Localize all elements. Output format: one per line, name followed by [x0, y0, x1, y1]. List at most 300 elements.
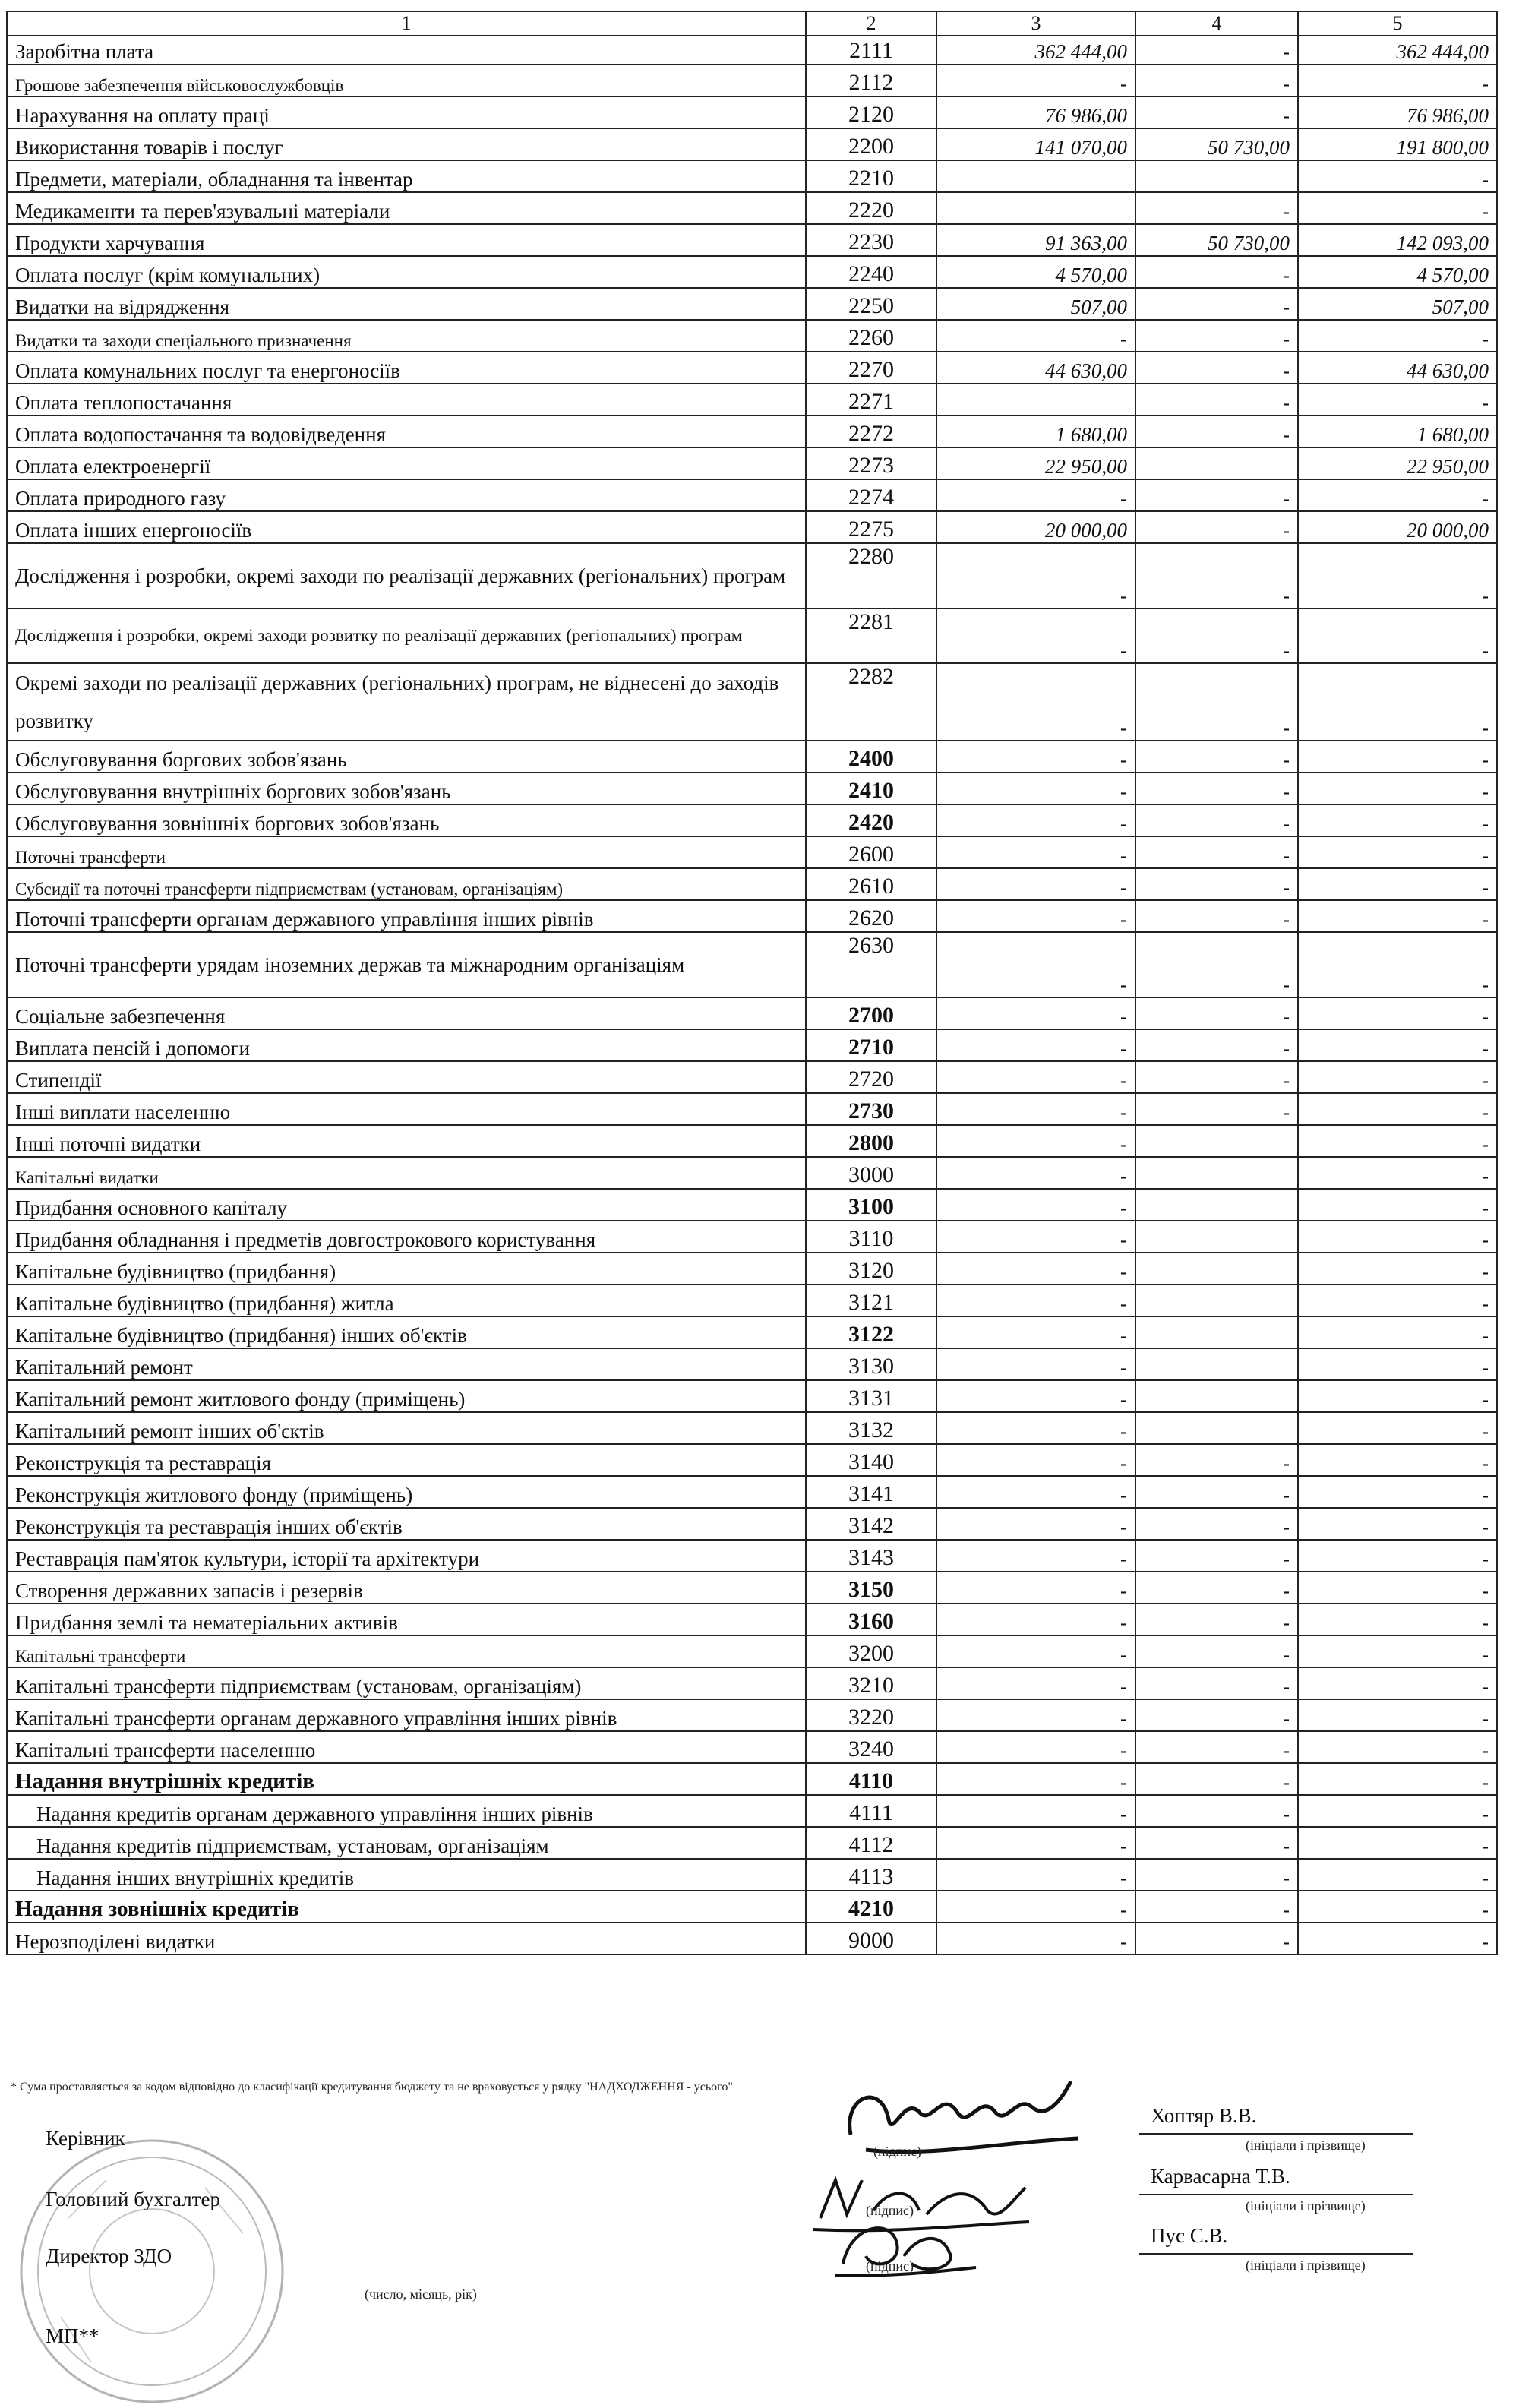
- row-col5: -: [1298, 1285, 1497, 1316]
- table-row: [7, 1540, 1497, 1572]
- sign-hint-head: (підпис): [873, 2144, 922, 2159]
- row-col5: -: [1298, 868, 1497, 900]
- row-name: Реконструкція житлового фонду (приміщень): [7, 1476, 806, 1508]
- row-col4: -: [1135, 1444, 1298, 1476]
- row-col4: -: [1135, 868, 1298, 900]
- row-col4: -: [1135, 1635, 1298, 1667]
- row-col4: [1135, 447, 1298, 479]
- table-row: [7, 1380, 1497, 1412]
- row-code: 3240: [806, 1731, 936, 1763]
- row-code: 3100: [806, 1189, 936, 1221]
- row-col5: -: [1298, 1827, 1497, 1859]
- table-row: [7, 1412, 1497, 1444]
- row-col5: -: [1298, 1029, 1497, 1061]
- col-header-1: 1: [7, 11, 806, 36]
- row-name: Надання інших внутрішніх кредитів: [7, 1859, 806, 1891]
- row-code: 2274: [806, 479, 936, 511]
- table-body: [7, 36, 1497, 1955]
- row-col4: -: [1135, 479, 1298, 511]
- row-code: 2620: [806, 900, 936, 932]
- row-code: 2800: [806, 1125, 936, 1157]
- table-row: [7, 384, 1497, 416]
- table-row: [7, 1061, 1497, 1093]
- row-name: Капітальне будівництво (придбання) інших об'єктів: [7, 1316, 806, 1348]
- row-col5: 20 000,00: [1298, 511, 1497, 543]
- row-col5: -: [1298, 932, 1497, 997]
- row-name: Оплата теплопостачання: [7, 384, 806, 416]
- table-row: [7, 1316, 1497, 1348]
- row-code: 2220: [806, 192, 936, 224]
- row-code: 2273: [806, 447, 936, 479]
- row-col4: -: [1135, 1604, 1298, 1635]
- table-row: [7, 479, 1497, 511]
- table-row: [7, 96, 1497, 128]
- row-col5: -: [1298, 1795, 1497, 1827]
- row-col4: -: [1135, 1667, 1298, 1699]
- row-code: 3000: [806, 1157, 936, 1189]
- row-col4: [1135, 1316, 1298, 1348]
- row-name: Субсидії та поточні трансферти підприємствам (установам, організаціям): [7, 868, 806, 900]
- table-row: [7, 1795, 1497, 1827]
- row-col4: [1135, 1189, 1298, 1221]
- row-col4: [1135, 1253, 1298, 1285]
- row-col4: [1135, 1380, 1298, 1412]
- table-row: [7, 900, 1497, 932]
- row-col3: -: [936, 1731, 1135, 1763]
- row-col3: -: [936, 1380, 1135, 1412]
- col-header-5: 5: [1298, 11, 1497, 36]
- row-col3: 1 680,00: [936, 416, 1135, 447]
- row-col4: -: [1135, 932, 1298, 997]
- row-col3: [936, 160, 1135, 192]
- row-col4: -: [1135, 1731, 1298, 1763]
- head-name: Хоптяр В.В.: [1151, 2104, 1257, 2127]
- row-col3: -: [936, 1923, 1135, 1955]
- row-col3: -: [936, 868, 1135, 900]
- row-col4: -: [1135, 1029, 1298, 1061]
- table-row: [7, 511, 1497, 543]
- row-name: Соціальне забезпечення: [7, 997, 806, 1029]
- row-col3: -: [936, 1125, 1135, 1157]
- head-name-rule: [1139, 2133, 1413, 2135]
- row-code: 2250: [806, 288, 936, 320]
- row-name: Обслуговування зовнішніх боргових зобов'язань: [7, 804, 806, 836]
- table-row: [7, 1189, 1497, 1221]
- row-name: Стипендії: [7, 1061, 806, 1093]
- row-name: Капітальне будівництво (придбання) житла: [7, 1285, 806, 1316]
- row-name: Нарахування на оплату праці: [7, 96, 806, 128]
- row-col5: 507,00: [1298, 288, 1497, 320]
- row-col4: -: [1135, 608, 1298, 663]
- row-code: 2282: [806, 663, 936, 741]
- row-col5: -: [1298, 479, 1497, 511]
- row-col3: -: [936, 932, 1135, 997]
- row-col3: -: [936, 997, 1135, 1029]
- table-row: [7, 836, 1497, 868]
- row-col5: -: [1298, 320, 1497, 352]
- row-col3: 507,00: [936, 288, 1135, 320]
- row-col5: -: [1298, 1859, 1497, 1891]
- row-name: Капітальні видатки: [7, 1157, 806, 1189]
- row-col4: -: [1135, 192, 1298, 224]
- row-code: 2730: [806, 1093, 936, 1125]
- row-name: Капітальний ремонт: [7, 1348, 806, 1380]
- row-col5: -: [1298, 773, 1497, 804]
- row-col5: 1 680,00: [1298, 416, 1497, 447]
- row-code: 2210: [806, 160, 936, 192]
- row-col5: -: [1298, 1604, 1497, 1635]
- seal-stamp: [15, 2135, 289, 2408]
- row-code: 2710: [806, 1029, 936, 1061]
- row-code: 3122: [806, 1316, 936, 1348]
- row-name: Дослідження і розробки, окремі заходи по реалізації державних (регіональних) програм: [7, 543, 806, 608]
- accountant-name-rule: [1139, 2194, 1413, 2195]
- row-code: 3131: [806, 1380, 936, 1412]
- row-col3: -: [936, 1253, 1135, 1285]
- row-col3: -: [936, 1221, 1135, 1253]
- table-row: [7, 192, 1497, 224]
- row-col5: -: [1298, 608, 1497, 663]
- row-col3: -: [936, 1029, 1135, 1061]
- row-name: Нерозподілені видатки: [7, 1923, 806, 1955]
- row-code: 2271: [806, 384, 936, 416]
- row-col3: -: [936, 1189, 1135, 1221]
- row-code: 2111: [806, 36, 936, 65]
- row-name: Окремі заходи по реалізації державних (регіональних) програм, не віднесені до заходів розвитку: [7, 663, 806, 741]
- chief-accountant-label: Головний бухгалтер: [46, 2188, 220, 2210]
- row-code: 3130: [806, 1348, 936, 1380]
- table-row: [7, 1923, 1497, 1955]
- row-col3: -: [936, 1285, 1135, 1316]
- name-hint-director: (ініціали і прізвище): [1246, 2258, 1366, 2273]
- row-code: 2272: [806, 416, 936, 447]
- row-code: 4113: [806, 1859, 936, 1891]
- row-col5: -: [1298, 1731, 1497, 1763]
- director-name-rule: [1139, 2253, 1413, 2255]
- sign-hint-director: (підпис): [866, 2258, 914, 2274]
- row-col5: -: [1298, 1572, 1497, 1604]
- table-row: [7, 1348, 1497, 1380]
- row-col5: 142 093,00: [1298, 224, 1497, 256]
- table-row: [7, 1859, 1497, 1891]
- row-col3: -: [936, 900, 1135, 932]
- row-code: 3110: [806, 1221, 936, 1253]
- row-col3: 22 950,00: [936, 447, 1135, 479]
- director-label: Директор ЗДО: [46, 2245, 172, 2267]
- row-code: 4110: [806, 1763, 936, 1795]
- row-col3: 76 986,00: [936, 96, 1135, 128]
- row-col5: -: [1298, 1635, 1497, 1667]
- table-row: [7, 1285, 1497, 1316]
- row-col5: -: [1298, 900, 1497, 932]
- row-code: 3150: [806, 1572, 936, 1604]
- row-code: 2700: [806, 997, 936, 1029]
- row-name: Придбання основного капіталу: [7, 1189, 806, 1221]
- row-code: 3121: [806, 1285, 936, 1316]
- row-col5: -: [1298, 65, 1497, 96]
- row-col4: -: [1135, 1827, 1298, 1859]
- row-col5: -: [1298, 997, 1497, 1029]
- row-col5: -: [1298, 1061, 1497, 1093]
- row-col4: 50 730,00: [1135, 128, 1298, 160]
- table-row: [7, 288, 1497, 320]
- row-col5: 4 570,00: [1298, 256, 1497, 288]
- row-name: Оплата комунальних послуг та енергоносіїв: [7, 352, 806, 384]
- row-col4: [1135, 1125, 1298, 1157]
- row-col3: -: [936, 320, 1135, 352]
- accountant-name: Карвасарна Т.В.: [1151, 2165, 1290, 2188]
- expenditure-table: [6, 11, 1498, 1955]
- row-col3: -: [936, 804, 1135, 836]
- row-name: Обслуговування боргових зобов'язань: [7, 741, 806, 773]
- row-col5: -: [1298, 1125, 1497, 1157]
- table-row: [7, 1604, 1497, 1635]
- row-name: Оплата природного газу: [7, 479, 806, 511]
- row-code: 3160: [806, 1604, 936, 1635]
- row-code: 3142: [806, 1508, 936, 1540]
- row-col3: -: [936, 1540, 1135, 1572]
- row-col3: -: [936, 608, 1135, 663]
- row-col4: -: [1135, 320, 1298, 352]
- row-col5: -: [1298, 1540, 1497, 1572]
- row-col4: [1135, 160, 1298, 192]
- row-name: Придбання землі та нематеріальних активів: [7, 1604, 806, 1635]
- row-code: 2420: [806, 804, 936, 836]
- table-row: [7, 1476, 1497, 1508]
- row-name: Інші поточні видатки: [7, 1125, 806, 1157]
- row-name: Оплата інших енергоносіїв: [7, 511, 806, 543]
- row-col3: 20 000,00: [936, 511, 1135, 543]
- row-name: Предмети, матеріали, обладнання та інвентар: [7, 160, 806, 192]
- row-col3: -: [936, 1795, 1135, 1827]
- row-col5: 22 950,00: [1298, 447, 1497, 479]
- row-col4: [1135, 1412, 1298, 1444]
- row-col5: -: [1298, 543, 1497, 608]
- row-col4: -: [1135, 836, 1298, 868]
- row-name: Грошове забезпечення військовослужбовців: [7, 65, 806, 96]
- table-row: [7, 1699, 1497, 1731]
- row-code: 2720: [806, 1061, 936, 1093]
- row-col3: -: [936, 1508, 1135, 1540]
- table-row: [7, 741, 1497, 773]
- row-col3: -: [936, 1444, 1135, 1476]
- row-code: 3220: [806, 1699, 936, 1731]
- row-code: 9000: [806, 1923, 936, 1955]
- table-row: [7, 1572, 1497, 1604]
- row-col4: [1135, 1221, 1298, 1253]
- row-col5: -: [1298, 836, 1497, 868]
- row-col4: -: [1135, 1476, 1298, 1508]
- row-col4: -: [1135, 36, 1298, 65]
- row-code: 2280: [806, 543, 936, 608]
- row-name: Дослідження і розробки, окремі заходи розвитку по реалізації державних (регіональних) програм: [7, 608, 806, 663]
- row-col4: -: [1135, 1093, 1298, 1125]
- row-col5: -: [1298, 741, 1497, 773]
- row-col5: -: [1298, 663, 1497, 741]
- seal-label: МП**: [46, 2324, 99, 2347]
- row-code: 4111: [806, 1795, 936, 1827]
- row-col3: -: [936, 1412, 1135, 1444]
- row-col3: -: [936, 1348, 1135, 1380]
- table-row: [7, 1093, 1497, 1125]
- row-col4: -: [1135, 997, 1298, 1029]
- row-col4: 50 730,00: [1135, 224, 1298, 256]
- row-col3: -: [936, 1891, 1135, 1923]
- row-name: Заробітна плата: [7, 36, 806, 65]
- row-col5: -: [1298, 1412, 1497, 1444]
- row-col3: -: [936, 1635, 1135, 1667]
- row-name: Оплата водопостачання та водовідведення: [7, 416, 806, 447]
- table-row: [7, 868, 1497, 900]
- row-col3: 141 070,00: [936, 128, 1135, 160]
- row-name: Капітальні трансферти органам державного управління інших рівнів: [7, 1699, 806, 1731]
- row-col5: -: [1298, 1667, 1497, 1699]
- row-col3: -: [936, 1763, 1135, 1795]
- name-hint-accountant: (ініціали і прізвище): [1246, 2198, 1366, 2214]
- table-row: [7, 352, 1497, 384]
- row-col5: -: [1298, 192, 1497, 224]
- row-col5: -: [1298, 1253, 1497, 1285]
- col-header-4: 4: [1135, 11, 1298, 36]
- row-name: Реконструкція та реставрація інших об'єктів: [7, 1508, 806, 1540]
- row-col3: -: [936, 1859, 1135, 1891]
- row-col3: -: [936, 1093, 1135, 1125]
- table-row: [7, 160, 1497, 192]
- row-col3: -: [936, 1572, 1135, 1604]
- table-row: [7, 1731, 1497, 1763]
- row-col4: [1135, 1157, 1298, 1189]
- row-col4: -: [1135, 1572, 1298, 1604]
- row-col5: -: [1298, 160, 1497, 192]
- row-name: Поточні трансферти урядам іноземних держав та міжнародним організаціям: [7, 932, 806, 997]
- table-row: [7, 1157, 1497, 1189]
- table-row: [7, 1635, 1497, 1667]
- table-row: [7, 1125, 1497, 1157]
- table-row: [7, 608, 1497, 663]
- row-name: Капітальне будівництво (придбання): [7, 1253, 806, 1285]
- row-code: 2112: [806, 65, 936, 96]
- row-name: Створення державних запасів і резервів: [7, 1572, 806, 1604]
- table-row: [7, 1221, 1497, 1253]
- row-col3: -: [936, 479, 1135, 511]
- row-col5: -: [1298, 1093, 1497, 1125]
- table-row: [7, 320, 1497, 352]
- table-row: [7, 773, 1497, 804]
- row-col4: -: [1135, 900, 1298, 932]
- row-col3: -: [936, 836, 1135, 868]
- row-name: Капітальний ремонт житлового фонду (приміщень): [7, 1380, 806, 1412]
- row-code: 3140: [806, 1444, 936, 1476]
- row-col3: 44 630,00: [936, 352, 1135, 384]
- row-col5: -: [1298, 1189, 1497, 1221]
- row-col4: -: [1135, 741, 1298, 773]
- row-name: Надання зовнішніх кредитів: [7, 1891, 806, 1923]
- row-col5: 76 986,00: [1298, 96, 1497, 128]
- table-row: [7, 1667, 1497, 1699]
- row-col3: -: [936, 1699, 1135, 1731]
- row-col5: -: [1298, 1763, 1497, 1795]
- row-col4: -: [1135, 1540, 1298, 1572]
- row-col3: -: [936, 1061, 1135, 1093]
- table-row: [7, 1827, 1497, 1859]
- row-col5: 362 444,00: [1298, 36, 1497, 65]
- row-col4: -: [1135, 804, 1298, 836]
- table-row: [7, 1763, 1497, 1795]
- row-code: 4112: [806, 1827, 936, 1859]
- row-col4: -: [1135, 663, 1298, 741]
- row-col3: [936, 384, 1135, 416]
- row-code: 2410: [806, 773, 936, 804]
- row-name: Капітальні трансферти населенню: [7, 1731, 806, 1763]
- row-name: Виплата пенсій і допомоги: [7, 1029, 806, 1061]
- row-col5: -: [1298, 1316, 1497, 1348]
- row-col3: -: [936, 1476, 1135, 1508]
- row-col4: -: [1135, 416, 1298, 447]
- row-col3: -: [936, 1667, 1135, 1699]
- head-label: Керівник: [46, 2127, 125, 2150]
- row-col5: -: [1298, 1157, 1497, 1189]
- row-col4: -: [1135, 352, 1298, 384]
- row-col3: -: [936, 1157, 1135, 1189]
- row-code: 3141: [806, 1476, 936, 1508]
- row-col5: -: [1298, 1476, 1497, 1508]
- row-name: Капітальні трансферти: [7, 1635, 806, 1667]
- row-col5: -: [1298, 1380, 1497, 1412]
- table-row: [7, 128, 1497, 160]
- row-col3: -: [936, 663, 1135, 741]
- row-code: 2400: [806, 741, 936, 773]
- row-col4: -: [1135, 543, 1298, 608]
- row-col5: -: [1298, 1923, 1497, 1955]
- row-col3: -: [936, 543, 1135, 608]
- date-hint: (число, місяць, рік): [365, 2286, 477, 2302]
- row-col5: -: [1298, 384, 1497, 416]
- row-code: 2275: [806, 511, 936, 543]
- table-row: [7, 543, 1497, 608]
- row-col3: -: [936, 741, 1135, 773]
- table-row: [7, 663, 1497, 741]
- row-name: Надання кредитів органам державного управління інших рівнів: [7, 1795, 806, 1827]
- row-name: Надання кредитів підприємствам, установам, організаціям: [7, 1827, 806, 1859]
- col-header-2: 2: [806, 11, 936, 36]
- row-name: Видатки на відрядження: [7, 288, 806, 320]
- row-name: Капітальний ремонт інших об'єктів: [7, 1412, 806, 1444]
- row-col5: -: [1298, 1444, 1497, 1476]
- table-row: [7, 804, 1497, 836]
- row-code: 2240: [806, 256, 936, 288]
- row-col5: -: [1298, 1221, 1497, 1253]
- row-col4: -: [1135, 1795, 1298, 1827]
- row-col4: -: [1135, 511, 1298, 543]
- row-col4: -: [1135, 1699, 1298, 1731]
- row-col4: -: [1135, 65, 1298, 96]
- table-row: [7, 416, 1497, 447]
- row-col4: [1135, 1285, 1298, 1316]
- row-code: 2200: [806, 128, 936, 160]
- table-row: [7, 65, 1497, 96]
- row-name: Капітальні трансферти підприємствам (установам, організаціям): [7, 1667, 806, 1699]
- row-col4: -: [1135, 256, 1298, 288]
- row-col4: -: [1135, 1061, 1298, 1093]
- row-code: 2270: [806, 352, 936, 384]
- row-col3: -: [936, 1316, 1135, 1348]
- sign-hint-accountant: (підпис): [866, 2203, 914, 2218]
- row-code: 4210: [806, 1891, 936, 1923]
- row-col3: 4 570,00: [936, 256, 1135, 288]
- row-col3: 91 363,00: [936, 224, 1135, 256]
- row-col4: -: [1135, 1891, 1298, 1923]
- table-row: [7, 224, 1497, 256]
